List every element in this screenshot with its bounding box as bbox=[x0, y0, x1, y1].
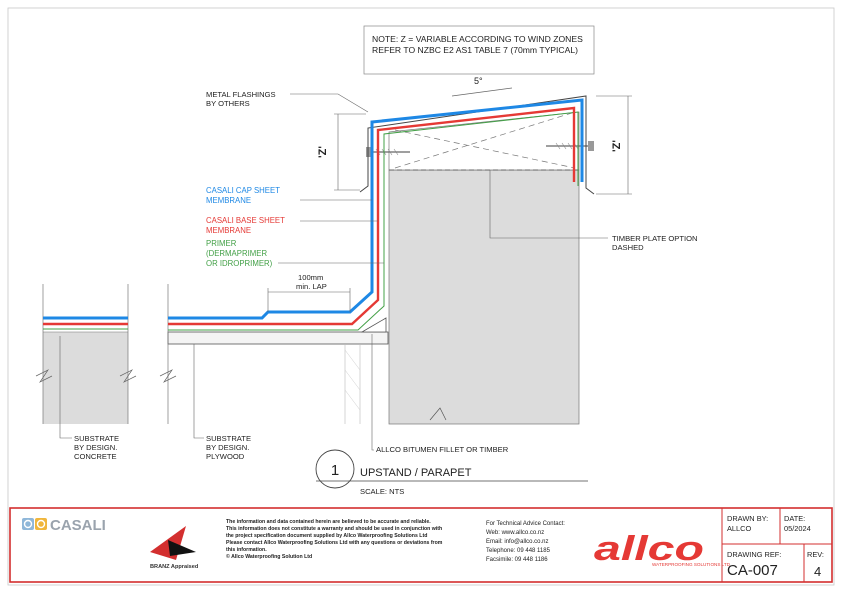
svg-text:Telephone: 09 448 1185: Telephone: 09 448 1185 bbox=[486, 548, 550, 554]
branz-text: BRANZ Appraised bbox=[150, 564, 199, 570]
svg-text:DASHED: DASHED bbox=[612, 243, 644, 252]
svg-text:ALLCO BITUMEN FILLET OR TIMBER: ALLCO BITUMEN FILLET OR TIMBER bbox=[376, 445, 509, 454]
drawn-by-label: DRAWN BY: bbox=[727, 514, 769, 523]
drawn-by-value: ALLCO bbox=[727, 524, 752, 533]
metal-flashings-label bbox=[206, 90, 368, 112]
date-value: 05/2024 bbox=[784, 524, 811, 533]
svg-text:Web: www.allco.co.nz: Web: www.allco.co.nz bbox=[486, 530, 545, 536]
svg-text:PRIMER: PRIMER bbox=[206, 239, 237, 248]
concrete-substrate bbox=[36, 284, 136, 424]
svg-text:For Technical Advice Contact:: For Technical Advice Contact: bbox=[486, 521, 565, 527]
detail-scale: SCALE: NTS bbox=[360, 487, 405, 496]
rev-label: REV: bbox=[807, 550, 824, 559]
svg-text:BY DESIGN.: BY DESIGN. bbox=[74, 443, 118, 452]
svg-text:(DERMAPRIMER: (DERMAPRIMER bbox=[206, 249, 268, 258]
branz-logo bbox=[150, 526, 199, 570]
svg-text:this information.: this information. bbox=[226, 547, 267, 553]
slope-label: 5° bbox=[474, 76, 483, 86]
detail-title bbox=[316, 450, 588, 496]
svg-text:METAL FLASHINGS: METAL FLASHINGS bbox=[206, 90, 276, 99]
lap-dimension bbox=[268, 288, 350, 312]
casali-brand: CASALI bbox=[50, 517, 106, 534]
svg-text:PLYWOOD: PLYWOOD bbox=[206, 452, 245, 461]
allco-tagline: WATERPROOFING SOLUTIONS LTD bbox=[652, 562, 731, 567]
svg-text:min. LAP: min. LAP bbox=[296, 282, 327, 291]
svg-text:MEMBRANE: MEMBRANE bbox=[206, 196, 252, 205]
slope-indicator bbox=[452, 76, 512, 96]
detail-number: 1 bbox=[330, 462, 340, 479]
cap-sheet-label bbox=[206, 186, 372, 205]
allco-brand: allco bbox=[594, 530, 704, 568]
svg-text:CONCRETE: CONCRETE bbox=[74, 452, 117, 461]
base-sheet-label bbox=[206, 216, 378, 235]
z-label-left: 'Z' bbox=[317, 146, 329, 158]
substrate-plywood-label bbox=[194, 344, 251, 461]
svg-text:This information does not cons: This information does not constitute a warranty and should be used in conjunction with bbox=[226, 526, 443, 532]
casali-logo bbox=[22, 517, 106, 534]
parapet-wall bbox=[366, 112, 594, 424]
drawing-ref-value: CA-007 bbox=[727, 562, 778, 579]
svg-text:BY DESIGN.: BY DESIGN. bbox=[206, 443, 250, 452]
disclaimer bbox=[226, 519, 443, 560]
svg-text:SUBSTRATE: SUBSTRATE bbox=[206, 434, 252, 443]
svg-text:MEMBRANE: MEMBRANE bbox=[206, 226, 252, 235]
svg-text:CASALI CAP SHEET: CASALI CAP SHEET bbox=[206, 186, 280, 195]
svg-text:CASALI BASE SHEET: CASALI BASE SHEET bbox=[206, 216, 285, 225]
svg-text:the project specification docu: the project specification document supplied by Allco Waterproofing Solutions Ltd bbox=[226, 533, 428, 539]
z-label-right: 'Z' bbox=[611, 140, 623, 152]
svg-text:Please contact Allco Waterproo: Please contact Allco Waterproofing Solutions Ltd with any questions or deviations from bbox=[226, 540, 443, 546]
date-label: DATE: bbox=[784, 514, 806, 523]
svg-text:Facsimile: 09 448 1186: Facsimile: 09 448 1186 bbox=[486, 557, 548, 563]
bitumen-fillet bbox=[362, 318, 386, 332]
note-line-2: REFER TO NZBC E2 AS1 TABLE 7 (70mm TYPICAL) bbox=[372, 45, 578, 55]
drawing-ref-label: DRAWING REF: bbox=[727, 550, 782, 559]
lap-label bbox=[296, 273, 327, 291]
z-dimension-left bbox=[317, 114, 366, 190]
note-line-1: NOTE: Z = VARIABLE ACCORDING TO WIND ZONES bbox=[372, 34, 583, 44]
svg-text:The information and data conta: The information and data contained herein are believed to be accurate and reliable. bbox=[226, 519, 431, 525]
detail-title-text: UPSTAND / PARAPET bbox=[360, 467, 472, 479]
z-dimension-right bbox=[596, 96, 632, 194]
svg-text:OR IDROPRIMER): OR IDROPRIMER) bbox=[206, 259, 273, 268]
svg-text:100mm: 100mm bbox=[298, 273, 324, 282]
svg-text:Email: info@allco.co.nz: Email: info@allco.co.nz bbox=[486, 539, 549, 545]
allco-logo bbox=[594, 530, 731, 568]
svg-text:SUBSTRATE: SUBSTRATE bbox=[74, 434, 120, 443]
title-block bbox=[722, 508, 832, 582]
contact-info bbox=[486, 521, 565, 563]
rev-value: 4 bbox=[814, 564, 822, 579]
svg-text:BY OTHERS: BY OTHERS bbox=[206, 99, 250, 108]
svg-text:TIMBER PLATE OPTION: TIMBER PLATE OPTION bbox=[612, 234, 698, 243]
svg-text:© Allco Waterproofing Solution: © Allco Waterproofing Solution Ltd bbox=[226, 554, 313, 560]
primer-label bbox=[206, 239, 384, 268]
